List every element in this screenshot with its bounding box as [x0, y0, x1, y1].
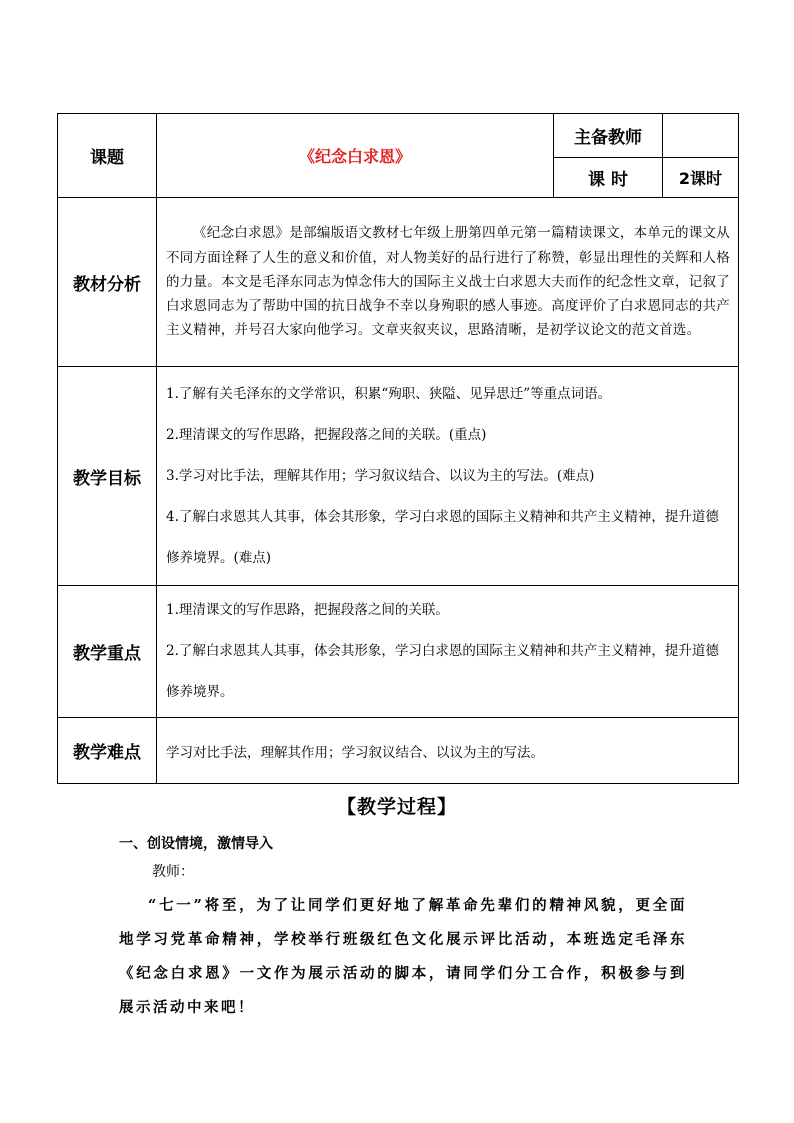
teacher-value [663, 114, 739, 158]
key-item: 2.了解白求恩其人其事，体会其形象，学习白求恩的国际主义精神和共产主义精神，提升道德修养境界。 [166, 643, 719, 700]
goal-item: 4.了解白求恩其人其事，体会其形象，学习白求恩的国际主义精神和共产主义精神，提升道德修养境界。(难点) [166, 508, 719, 566]
difficulty-label: 教学难点 [58, 718, 157, 784]
process-title: 【教学过程】 [336, 796, 457, 818]
key-list [157, 586, 738, 717]
teacher-label: 主备教师 [554, 114, 663, 158]
goals-cell [157, 367, 739, 586]
goals-label: 教学目标 [58, 367, 157, 586]
difficulty-text: 学习对比手法，理解其作用；学习叙议结合、以议为主的写法。 [166, 744, 544, 761]
key-label: 教学重点 [58, 586, 157, 718]
step1-heading: 一、创设情境，激情导入 [119, 836, 273, 852]
goals-list [157, 370, 738, 583]
hours-value: 2课时 [663, 158, 739, 198]
analysis-cell [157, 198, 739, 367]
hours-label: 课 时 [554, 158, 663, 198]
goal-item: 2.理清课文的写作思路，把握段落之间的关联。(重点) [166, 426, 487, 443]
key-item: 1.理清课文的写作思路，把握段落之间的关联。 [166, 602, 449, 618]
analysis-label: 教材分析 [58, 198, 157, 367]
intro-quote: “七一”将至，为了让同学们更好地了解革命先辈们的精神风貌，更全面地学习党革命精神，学校举行班级红色文化展示评比活动，本班选定毛泽东《纪念白求恩》一文作为展示活动的脚本，请同学们分工合作，积极参与到展示活动中来吧！ [119, 897, 687, 1016]
goal-item: 3.学习对比手法，理解其作用；学习叙议结合、以议为主的写法。(难点) [166, 467, 595, 484]
goal-item: 1.了解有关毛泽东的文学常识，积累“殉职、狭隘、见异思迁”等重点词语。 [166, 385, 612, 402]
lesson-plan-table [57, 113, 739, 784]
analysis-text: 《纪念白求恩》是部编版语文教材七年级上册第四单元第一篇精读课文，本单元的课文从不同方面诠释了人生的意义和价值，对人物美好的品行进行了称赞，彰显出理性的关辉和人格的力量。本文是毛泽东同志为悼念伟大的国际主义战士白求恩大夫而作的纪念性文章，记叙了白求恩同志为了帮助中国的抗日战争不幸以身殉职的感人事迹。高度评价了白求恩同志的共产主义精神，并号召大家向他学习。文章夹叙夹议，思路清晰，是初学议论文的范文首选。 [166, 225, 730, 339]
topic-value: 《纪念白求恩》 [157, 114, 554, 198]
speaker-label: 教师： [152, 864, 194, 880]
difficulty-cell [157, 718, 739, 784]
key-cell [157, 586, 739, 718]
topic-label: 课题 [58, 114, 157, 198]
